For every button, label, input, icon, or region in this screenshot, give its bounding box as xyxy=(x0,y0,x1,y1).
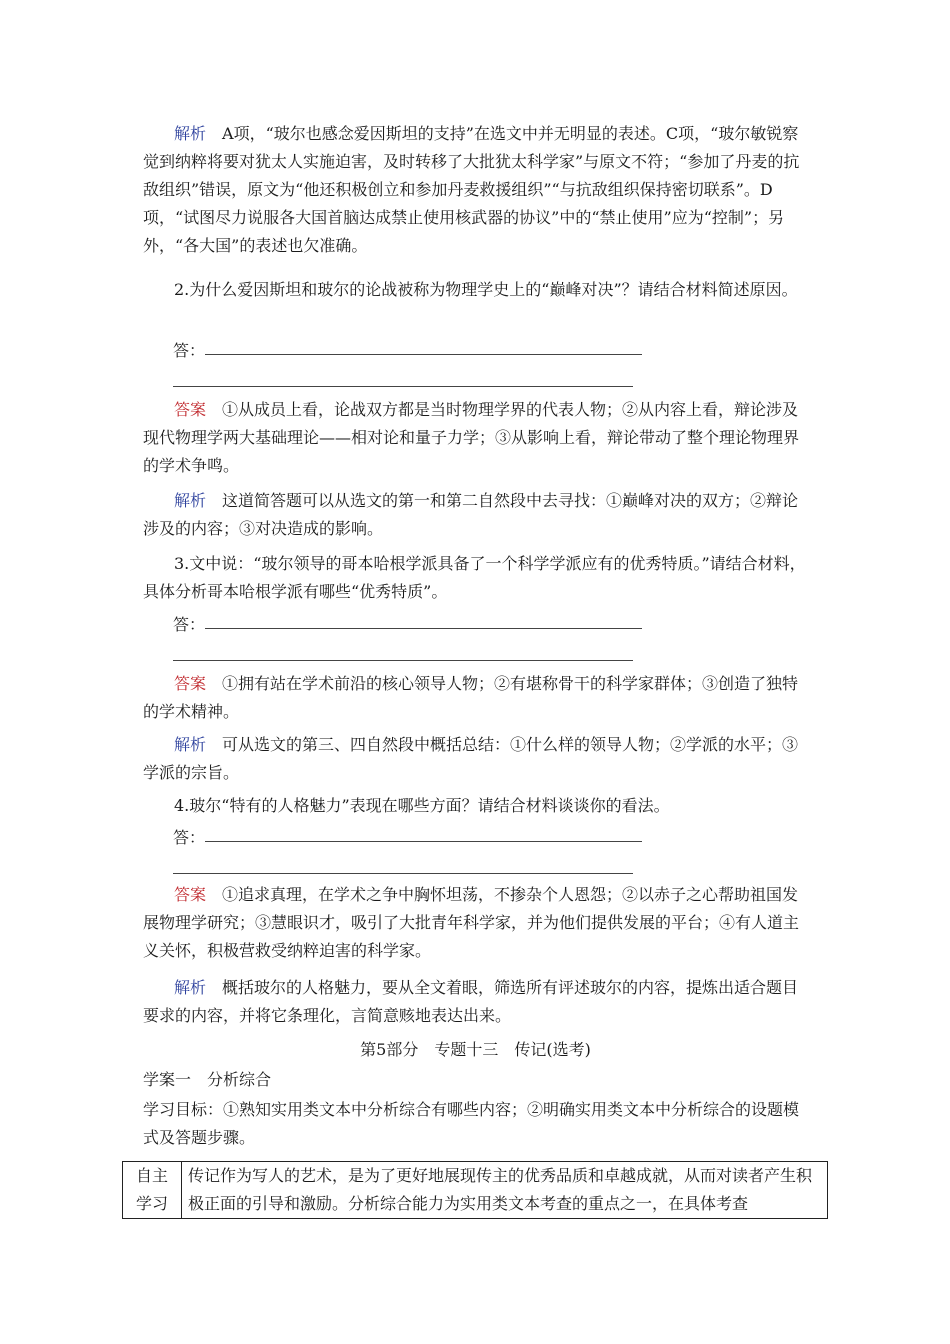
q2-answer-line-2[interactable] xyxy=(173,386,633,387)
table-label-cell xyxy=(123,1162,182,1219)
q3-answer-line-2[interactable] xyxy=(173,660,633,661)
analysis-text: A项，“玻尔也感念爱因斯坦的支持”在选文中并无明显的表述。C项，“玻尔敏锐察觉到纳粹将要对犹太人实施迫害，及时转移了大批犹太科学家”与原文不符；“参加了丹麦的抗敌组织”错误，原文为“他还积极创立和参加丹麦救援组织”“与抗敌组织保持密切联系”。D项，“试图尽力说服各大国首脑达成禁止使用核武器的协议”中的“禁止使用”应为“控制”；另外，“各大国”的表述也欠准确。 xyxy=(143,124,800,255)
table-label-line-1: 自主 xyxy=(135,1166,168,1185)
q3-answer xyxy=(143,670,808,726)
case-title: 学案一 分析综合 xyxy=(143,1070,272,1089)
answer-prompt: 答： xyxy=(173,828,206,847)
answer-label: 答案 xyxy=(174,674,207,693)
q4-analysis xyxy=(143,974,808,1030)
answer-label: 答案 xyxy=(174,400,207,419)
analysis-text: 这道简答题可以从选文的第一和第二自然段中去寻找：①巅峰对决的双方；②辩论涉及的内容；③对决造成的影响。 xyxy=(143,491,799,538)
table-label-line-2: 学习 xyxy=(135,1194,168,1213)
q2-answer-prompt xyxy=(173,337,809,365)
q4-answer xyxy=(143,881,808,965)
q4-answer-line-1[interactable] xyxy=(205,841,642,842)
answer-prompt: 答： xyxy=(173,615,206,634)
q1-analysis xyxy=(143,120,808,260)
table-row xyxy=(123,1162,828,1219)
q3-answer-prompt xyxy=(173,611,809,639)
analysis-label: 解析 xyxy=(174,491,207,510)
table-content-cell: 传记作为写人的艺术，是为了更好地展现传主的优秀品质和卓越成就，从而对读者产生积极正面的引导和激励。分析综合能力为实用类文本考查的重点之一，在具体考查 xyxy=(182,1162,828,1219)
answer-text: ①拥有站在学术前沿的核心领导人物；②有堪称骨干的科学家群体；③创造了独特的学术精神。 xyxy=(143,674,799,721)
analysis-label: 解析 xyxy=(174,735,207,754)
answer-text: ①追求真理，在学术之争中胸怀坦荡，不掺杂个人恩怨；②以赤子之心帮助祖国发展物理学研究；③慧眼识才，吸引了大批青年科学家，并为他们提供发展的平台；④有人道主义关怀，积极营救受纳粹迫害的科学家。 xyxy=(143,885,800,960)
answer-prompt: 答： xyxy=(173,341,206,360)
q2-answer xyxy=(143,396,808,480)
q4-answer-prompt xyxy=(173,824,809,852)
question-3: 3.文中说：“玻尔领导的哥本哈根学派具备了一个科学学派应有的优秀特质。”请结合材料，具体分析哥本哈根学派有哪些“优秀特质”。 xyxy=(143,554,806,601)
question-2: 2.为什么爱因斯坦和玻尔的论战被称为物理学史上的“巅峰对决”？请结合材料简述原因。 xyxy=(174,280,798,299)
analysis-text: 概括玻尔的人格魅力，要从全文着眼，筛选所有评述玻尔的内容，提炼出适合题目要求的内容，并将它条理化，言简意赅地表达出来。 xyxy=(143,978,799,1025)
answer-label: 答案 xyxy=(174,885,207,904)
intro-table xyxy=(122,1161,828,1219)
analysis-text: 可从选文的第三、四自然段中概括总结：①什么样的领导人物；②学派的水平；③学派的宗旨。 xyxy=(143,735,799,782)
q2-analysis xyxy=(143,487,808,543)
analysis-label: 解析 xyxy=(174,124,207,143)
q2-answer-line-1[interactable] xyxy=(205,354,642,355)
question-4: 4.玻尔“特有的人格魅力”表现在哪些方面？请结合材料谈谈你的看法。 xyxy=(174,796,670,815)
analysis-label: 解析 xyxy=(174,978,207,997)
learning-goal: 学习目标：①熟知实用类文本中分析综合有哪些内容；②明确实用类文本中分析综合的设题模式及答题步骤。 xyxy=(143,1100,800,1147)
q4-answer-line-2[interactable] xyxy=(173,873,633,874)
q3-analysis xyxy=(143,731,808,787)
section-title: 第5部分 专题十三 传记(选考) xyxy=(360,1040,591,1059)
q3-answer-line-1[interactable] xyxy=(205,628,642,629)
answer-text: ①从成员上看，论战双方都是当时物理学界的代表人物；②从内容上看，辩论涉及现代物理学两大基础理论——相对论和量子力学；③从影响上看，辩论带动了整个理论物理界的学术争鸣。 xyxy=(143,400,800,475)
